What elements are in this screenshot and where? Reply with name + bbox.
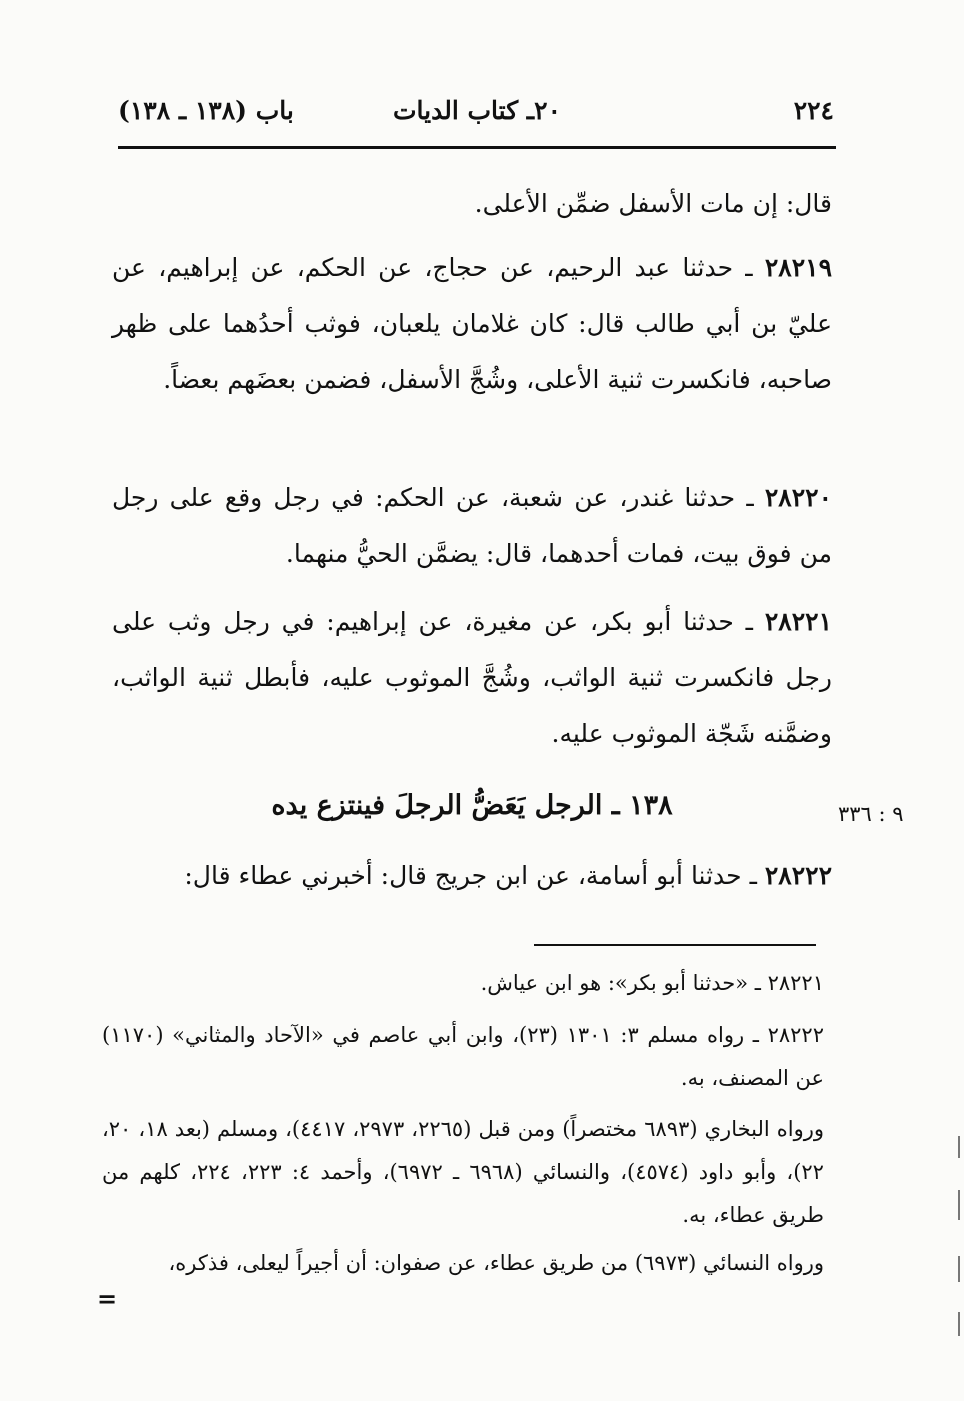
- continuation-mark: =: [97, 1284, 118, 1313]
- footnote-1: ٢٨٢٢١ ـ «حدثنا أبو بكر»: هو ابن عياش.: [480, 971, 824, 995]
- book-title: ٢٠ـ كتاب الديات: [393, 96, 561, 125]
- margin-reference: ٩ : ٣٣٦: [838, 802, 904, 826]
- hadith-number: ٢٨٢٢١: [764, 607, 832, 636]
- page-edge-mark: [958, 1136, 960, 1158]
- hadith-number: ٢٨٢٢٢: [764, 861, 832, 890]
- paragraph-28220: [112, 470, 832, 582]
- paragraph-text: ـ حدثنا عبد الرحيم، عن حجاج، عن الحكم، عن إبراهيم، عن عليّ بن أبي طالب قال: كان غلامان يلعبان، فوثب أحدُهما على ظهر صاحبه، فانكسرت ثنية الأعلى، وشُجَّ الأسفل، فضمن بعضَهم بعضاً.: [112, 253, 832, 394]
- paragraph-text: ـ حدثنا أبو بكر، عن مغيرة، عن إبراهيم: في رجل وثب على رجل فانكسرت ثنية الواثب، وشُجَّ الموثوب عليه، فأبطل ثنية الواثب، وضمَّنه شَجّة الموثوب عليه.: [112, 607, 832, 748]
- footnote-3: ورواه البخاري (٦٨٩٣ مختصراً) ومن قبل (٢٢٦٥، ٢٩٧٣، ٤٤١٧)، ومسلم (بعد ١٨، ٢٠، ٢٢)، وأبو داود (٤٥٧٤)، والنسائي (٦٩٦٨ ـ ٦٩٧٢)، وأحمد ٤: ٢٢٣، ٢٢٤، كلهم من طريق عطاء، به.: [102, 1117, 825, 1227]
- page-number: ٢٢٤: [793, 96, 834, 125]
- paragraph-28222: [112, 848, 832, 904]
- paragraph-28219: [112, 240, 832, 408]
- footnote-4: ورواه النسائي (٦٩٧٣) من طريق عطاء، عن صفوان: أن أجيراً ليعلى، فذكره،: [168, 1251, 824, 1275]
- page-header: [118, 92, 836, 132]
- footnote-2: ٢٨٢٢٢ ـ رواه مسلم ٣: ١٣٠١ (٢٣)، وابن أبي عاصم في «الآحاد والمثاني» (١١٧٠) عن المصنف، به.: [102, 1023, 824, 1090]
- paragraph-0: [112, 176, 832, 232]
- chapter-range: باب (١٣٨ ـ ١٣٨): [118, 96, 294, 125]
- footnote-rule: [534, 944, 816, 946]
- hadith-number: ٢٨٢١٩: [764, 253, 832, 282]
- paragraph-text: قال: إن مات الأسفل ضمِّن الأعلى.: [474, 189, 832, 218]
- page-edge-mark: [958, 1256, 960, 1282]
- paragraph-28221: [112, 594, 832, 762]
- page-edge-mark: [958, 1190, 960, 1220]
- paragraph-text: ـ حدثنا أبو أسامة، عن ابن جريج قال: أخبرني عطاء قال:: [184, 861, 765, 890]
- page-edge-mark: [958, 1312, 960, 1336]
- paragraph-text: ـ حدثنا غندر، عن شعبة، عن الحكم: في رجل وقع على رجل من فوق بيت، فمات أحدهما، قال: يضمَّن الحيُّ منهما.: [112, 483, 832, 568]
- hadith-number: ٢٨٢٢٠: [764, 483, 832, 512]
- section-heading: ١٣٨ ـ الرجل يَعَضُّ الرجلَ فينتزع يده: [271, 790, 673, 821]
- header-rule: [118, 146, 836, 149]
